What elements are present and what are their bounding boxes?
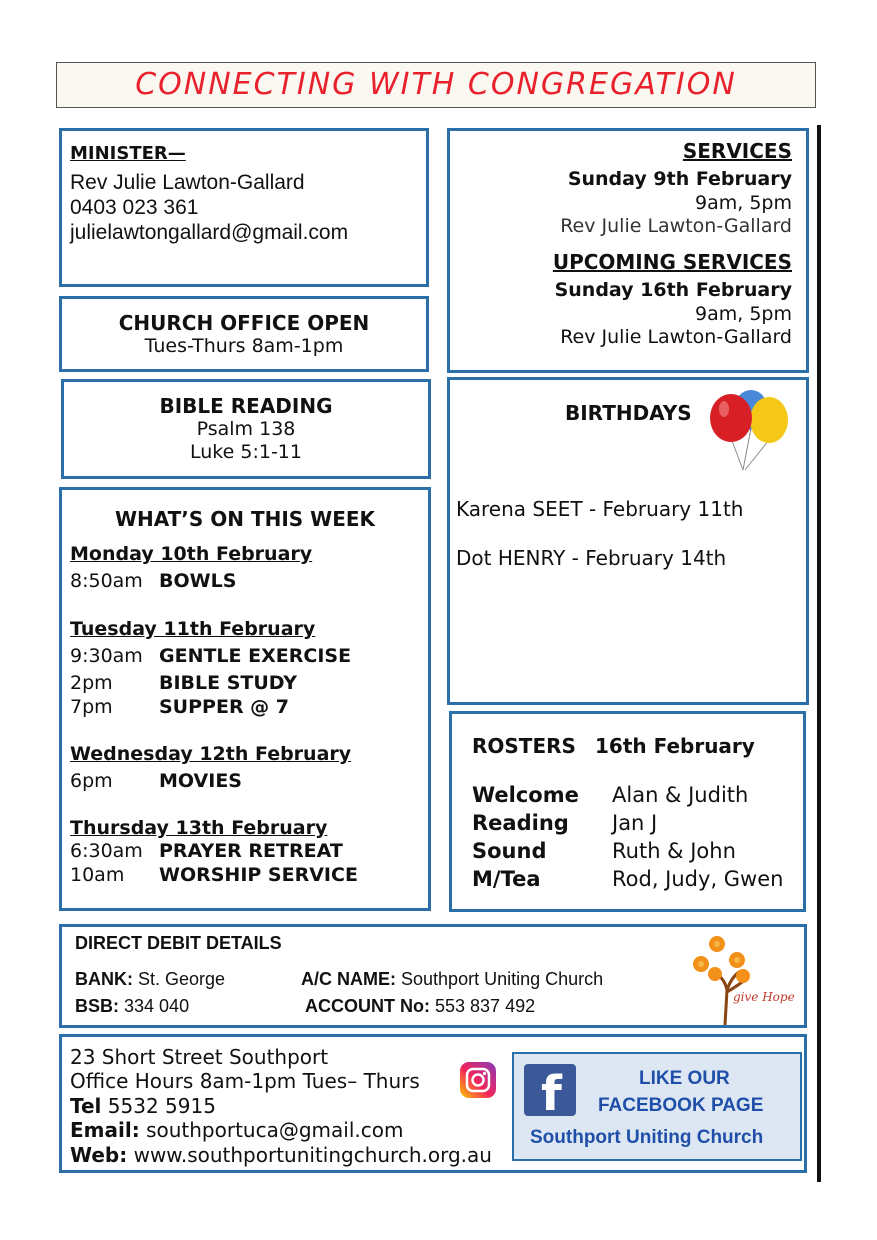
event-activity: BIBLE STUDY — [159, 672, 297, 694]
acname-line — [301, 969, 603, 990]
rosters-date: 16th February — [595, 734, 755, 758]
direct-debit-box — [59, 924, 807, 1028]
bank-line — [75, 969, 225, 990]
office-hours: Tues-Thurs 8am-1pm — [144, 335, 344, 357]
services-date: Sunday 9th February — [567, 168, 792, 190]
tel-label: Tel — [70, 1094, 102, 1118]
upcoming-services-heading: UPCOMING SERVICES — [552, 250, 792, 274]
web-value[interactable]: www.southportunitingchurch.org.au — [133, 1143, 492, 1167]
contact-web — [70, 1143, 492, 1167]
email-label: Email: — [70, 1118, 140, 1142]
roster-role: M/Tea — [472, 867, 541, 891]
bible-line-1: Psalm 138 — [196, 418, 296, 440]
roster-names: Rod, Judy, Gwen — [612, 867, 784, 891]
bank-label: BANK: — [75, 969, 133, 989]
contact-address: 23 Short Street Southport — [70, 1045, 329, 1069]
event-activity: PRAYER RETREAT — [159, 840, 343, 862]
debit-heading: DIRECT DEBIT DETAILS — [75, 933, 282, 953]
event-time: 2pm — [70, 672, 113, 694]
account-line — [305, 996, 535, 1017]
services-box — [447, 128, 809, 373]
bank-value: St. George — [138, 969, 226, 989]
web-label: Web: — [70, 1143, 128, 1167]
event-time: 6:30am — [70, 840, 143, 862]
give-hope-logo — [687, 930, 797, 1025]
office-box — [59, 296, 429, 372]
roster-names: Jan J — [612, 811, 658, 835]
acname-value: Southport Uniting Church — [401, 969, 604, 989]
birthday-item: Dot HENRY - February 14th — [456, 546, 727, 570]
event-time: 6pm — [70, 770, 113, 792]
bsb-value: 334 040 — [124, 996, 190, 1016]
roster-role: Welcome — [472, 783, 579, 807]
bible-heading: BIBLE READING — [159, 394, 333, 418]
event-activity: SUPPER @ 7 — [159, 696, 290, 718]
birthdays-box — [447, 377, 809, 705]
event-time: 9:30am — [70, 645, 143, 667]
facebook-line-2: FACEBOOK PAGE — [598, 1095, 764, 1116]
acname-label: A/C NAME: — [301, 969, 396, 989]
birthday-item: Karena SEET - February 11th — [456, 497, 744, 521]
upcoming-date: Sunday 16th February — [554, 279, 792, 301]
balloons-icon — [705, 388, 791, 474]
roster-names: Ruth & John — [612, 839, 736, 863]
day-heading: Thursday 13th February — [70, 817, 328, 839]
whats-on-box — [59, 487, 431, 911]
bible-reading-box — [61, 379, 431, 479]
services-times: 9am, 5pm — [695, 192, 792, 214]
facebook-icon[interactable]: f — [524, 1064, 576, 1116]
whats-on-heading: WHAT’S ON THIS WEEK — [114, 507, 376, 531]
facebook-line-1: LIKE OUR — [639, 1068, 730, 1089]
account-label: ACCOUNT No: — [305, 996, 430, 1016]
rosters-heading: ROSTERS — [472, 734, 576, 758]
bsb-label: BSB: — [75, 996, 119, 1016]
event-activity: MOVIES — [159, 770, 242, 792]
minister-name: Rev Julie Lawton-Gallard — [70, 171, 305, 194]
contact-tel — [70, 1094, 216, 1118]
title-banner — [56, 62, 816, 108]
event-time: 7pm — [70, 696, 113, 718]
services-minister: Rev Julie Lawton-Gallard — [560, 215, 792, 237]
facebook-page-name[interactable]: Southport Uniting Church — [530, 1127, 764, 1148]
day-heading: Tuesday 11th February — [70, 618, 316, 640]
give-hope-text: give Hope — [733, 990, 795, 1004]
event-time: 10am — [70, 864, 125, 886]
office-heading: CHURCH OFFICE OPEN — [118, 311, 370, 335]
event-activity: WORSHIP SERVICE — [159, 864, 358, 886]
vertical-divider — [817, 125, 821, 1182]
minister-email[interactable]: julielawtongallard@gmail.com — [70, 221, 349, 244]
account-value: 553 837 492 — [435, 996, 536, 1016]
rosters-box — [449, 711, 806, 912]
services-heading: SERVICES — [682, 139, 792, 163]
contact-box — [59, 1034, 807, 1173]
event-activity: BOWLS — [159, 570, 237, 592]
bible-line-2: Luke 5:1-11 — [190, 441, 302, 463]
birthdays-heading: BIRTHDAYS — [565, 401, 692, 425]
roster-role: Reading — [472, 811, 569, 835]
day-heading: Monday 10th February — [70, 543, 313, 565]
page-title: CONNECTING WITH CONGREGATION — [135, 67, 737, 102]
roster-role: Sound — [472, 839, 547, 863]
upcoming-minister: Rev Julie Lawton-Gallard — [560, 326, 792, 348]
event-activity: GENTLE EXERCISE — [159, 645, 352, 667]
upcoming-times: 9am, 5pm — [695, 303, 792, 325]
bsb-line — [75, 996, 189, 1017]
day-heading: Wednesday 12th February — [70, 743, 352, 765]
contact-email — [70, 1118, 403, 1142]
minister-phone: 0403 023 361 — [70, 196, 199, 219]
contact-hours: Office Hours 8am-1pm Tues– Thurs — [70, 1069, 420, 1093]
email-value[interactable]: southportuca@gmail.com — [146, 1118, 404, 1142]
instagram-icon[interactable] — [459, 1061, 497, 1099]
event-time: 8:50am — [70, 570, 143, 592]
facebook-panel[interactable] — [512, 1052, 802, 1161]
minister-box — [59, 128, 429, 287]
roster-names: Alan & Judith — [612, 783, 749, 807]
tel-value: 5532 5915 — [107, 1094, 216, 1118]
minister-heading: MINISTER— — [70, 143, 186, 164]
